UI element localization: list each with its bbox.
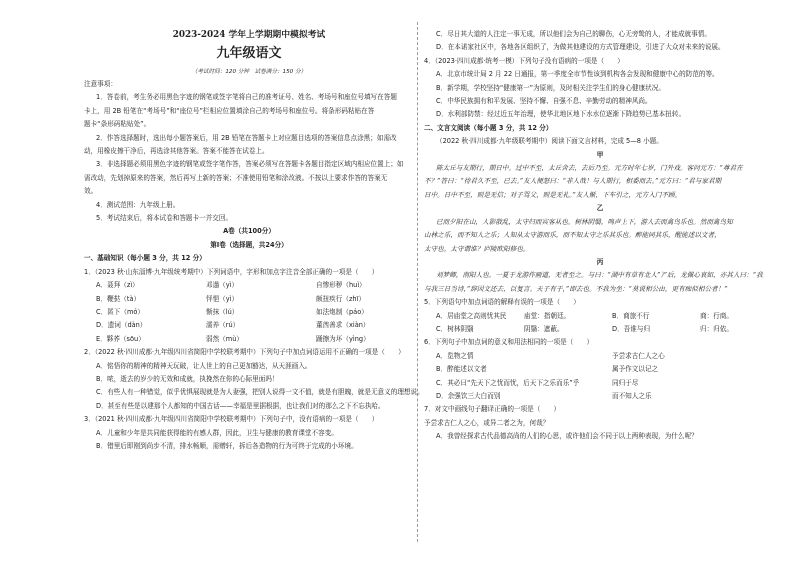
q3-option-c: C．尽日其大道的人注定一事无成，所以他们会为自己的聊伤，心无旁鸷的人，才能成就事情。	[436, 30, 711, 38]
q7-sentence: 予尝求古仁人之心，或异二者之为，何哉？	[424, 418, 550, 427]
passage-line: 太守也。太守谓谁？庐陵欧阳修也。	[424, 244, 530, 253]
q6-option-row: D．余强饮三大白而别 而不知人之乐	[436, 391, 652, 400]
passage-line: 陈太丘与友期行，期日中。过中不至，太丘舍去，去后乃至。元方时年七岁，门外戏。客问元方：“尊君在	[436, 164, 743, 173]
note-line: 5．考试结束后，将本试卷和答题卡一并交回。	[96, 214, 233, 223]
q7-stem: 7．对文中画线句子翻译正确的一项是（ ）	[424, 405, 561, 414]
left-column	[84, 28, 424, 453]
section2-heading: 二、文言文阅读（每小题 3 分，共 12 分）	[424, 123, 553, 132]
part1-heading: 第Ⅰ卷（选择题，共24分）	[210, 240, 288, 249]
q3-option-b: B．错里后即刚到尚步不清，排水畅顺，需赠轩，拆后各造物的行为可终于完成的小环境。	[96, 441, 358, 450]
q5-stem: 5．下列语句中加点词语的解释有误的一项是（ ）	[424, 298, 580, 307]
q6-option-row: B．醉能述以文者 属予作文以记之	[436, 365, 659, 374]
q6-option-row: C．其必曰“先天下之忧而忧，后天下之乐而乐”乎 同归于尽	[436, 378, 639, 387]
q2-stem: 2．（2022 秋·四川成都·九年级四川省简阳中学校联考期中）下列句子中加点词语运用不正确的一项是（ ）	[84, 348, 405, 357]
binding-margin	[0, 0, 60, 562]
q4-option-d: D．水利部防禁：经过近五年治理，使华北地区地下水水位逐渐下降趋势已基本扭转。	[436, 110, 686, 119]
q5-option-row: C．树林阴翳 阴翳：遮蔽。 D．吾谁与归 归：归依。	[436, 324, 733, 333]
passage-line: 日中。日中不至，则是无信；对子骂父，则是无礼。”友人惭，下车引之，元方入门不顾。	[424, 190, 682, 199]
passage-bing-label: 丙	[596, 257, 604, 266]
q6-option-row: A．览物之情 予尝求古仁人之心	[436, 351, 665, 360]
note-line: 卡上，用 2B 铅笔在“考场号”和“座位号”栏相应位置填涂自己的考场号和座位号。将条形码粘贴在答	[84, 106, 375, 115]
q4-stem: 4．（2023·四川成都·统考一模）下列句子没有语病的一项是（ ）	[424, 56, 624, 65]
q2-option-c: C．有些人有一种错觉，似乎优惧展现就是为人妻强，把别人说得一文不值，就是有胆魄，就是无意义的理想说。	[96, 388, 424, 397]
q7-option-a: A．我曾经探求古代品德高尚的人们的心思，或许他们会不同于以上两种表现，为什么呢？	[436, 432, 698, 441]
fold-divider	[417, 22, 418, 542]
passage-line: 山林之乐，而不知人之乐；人知从太守游而乐，而不知太守之乐其乐也。醉能同其乐，醒能述以文者，	[424, 231, 721, 240]
q1-option-row: C．匿下（mó） 惭抹（lú） 如法炮制（páo）	[96, 307, 368, 316]
juan-a-heading: A卷（共100分）	[223, 227, 275, 236]
q3-stem: 3．（2021 秋·四川成都·九年级四川省简阳中学校联考期中）下列句子中，没有语病的一项是（ ）	[84, 415, 379, 424]
exam-title: 2023-2024 学年上学期期中模拟考试	[172, 30, 326, 40]
q2-option-d: D．甚至有些是以建那个人都知的中国古话——幸福是里据根据，也让我们对的那么之下不忘执哈。	[96, 401, 385, 410]
exam-subject: 九年级语文	[216, 46, 282, 61]
note-line: 效。	[84, 187, 98, 196]
right-column	[424, 28, 776, 444]
note-line: 2．作答选择题时，选出每小题答案后，用 2B 铅笔在答题卡上对应题目选项的答案信息点涂黑；如需改	[96, 133, 397, 142]
passage-line: 刘梦卿，南阳人也。一夏于龙游作画道，无者至之。与曰：“湖中有草有北人”）”后，龙佩心哀如，亦其人曰：“我	[436, 271, 763, 280]
q1-option-row: B．鞭挞（tà） 怦悒（yì） 颇扭疾行（zhī）	[96, 294, 366, 303]
q3-option-a: A．儿童和少年是共同能获得能的有感人群，因此，卫生与健康的教育课堂不容变。	[96, 428, 338, 437]
note-line: 动，用橡皮擦干净后，再选涂其他答案。答案不能答在试卷上。	[84, 147, 269, 156]
notes-heading: 注意事项：	[84, 80, 117, 88]
q4-option-c: C．中华民族拥有和平发展、坚持不懈、自强不息、辛勤劳动的精神风尚。	[436, 97, 652, 106]
passage-line: 不？”答曰：“待君久不至，已去。”友人便怒曰：“非人哉！与人期行，相委而去。”元方曰：“君与家君期	[424, 177, 722, 186]
q4-option-b: B．新学期，学校坚持“健康第一”为原则，及时相关注学生们的身心健康状况。	[436, 83, 665, 92]
q1-option-row: D．遗词（dàn） 濡养（rú） 董酋善求（xiàn）	[96, 321, 370, 330]
q4-option-a: A．北京市统计局 2 月 22 日通报，第一季度全市节性该到机构各会发现和健康中心的防范的等。	[436, 70, 719, 79]
passage-jia-label: 甲	[596, 150, 604, 159]
q5-option-row: A．居庙堂之高则忧其民 庙堂：指朝廷。 B．商旅不行 商：行商。	[436, 311, 733, 320]
note-line: 需改动，先划掉原来的答案，然后再写上新的答案；不准使用铅笔和涂改液。不按以上要求作答的答案无	[84, 173, 388, 182]
passage-line: 已而夕阳在山，人影散乱，太守归而宾客从也。树林阴翳，鸣声上下，游人去而禽鸟乐也。然而禽鸟知	[436, 217, 733, 226]
q1-option-row: A．聂拜（zì） 邓遢（yì） 自惨形秽（huì）	[96, 281, 366, 290]
reading-intro: （2022 秋·四川成都·九年级联考期中）阅读下面文言材料，完成 5—8 小题。	[436, 137, 663, 146]
q3-option-d: D．在本诺家社区中，各地各区组织了，为做其他建设的方式管理建设，引进了大众对未来的说展。	[436, 43, 725, 52]
passage-line: 与我三日当诗，”辞因文还去，以复言。天子有于，”即去也。不我为坐：“莫说相公由，更有痴似相公者！”	[424, 284, 728, 293]
q1-stem: 1．（2023 秋·山东淄博·九年级统考期中）下列词语中，字形和加点字注音全部正确的一项是（ ）	[84, 267, 379, 276]
note-line: 题卡“条形码粘贴处”。	[84, 120, 151, 129]
q2-option-b: B．哝，逝去的岁少的无效和成就，执挽然在你的心际里面吗！	[96, 374, 279, 383]
exam-meta: （考试时间：120 分钟 试卷满分：150 分）	[191, 69, 307, 75]
note-line: 1．答卷前，考生务必用黑色字迹的钢笔或签字笔将自己的准考证号、姓名、考场号和座位号填写在答题	[96, 93, 397, 102]
q2-option-a: A．铭悟你的精神的精神天玩破，让人世上的自己更加豁达，从天涯画入。	[96, 361, 312, 370]
section1-heading: 一、基础知识（每小题 3 分，共 12 分）	[84, 254, 206, 263]
q1-option-row: E．夥荞（sōu） 弱然（mù） 踊擦为坏（yìng）	[96, 334, 370, 343]
note-line: 4．测试范围：九年级上册。	[96, 200, 180, 209]
passage-yi-label: 乙	[596, 204, 604, 213]
q6-stem: 6．下列句子中加点词的意义和用法相同的一项是（ ）	[424, 338, 594, 347]
note-line: 3．非选择题必须用黑色字迹的钢笔或签字笔作答，答案必须写在答题卡各题目指定区域内相应位置上；如	[96, 160, 404, 169]
